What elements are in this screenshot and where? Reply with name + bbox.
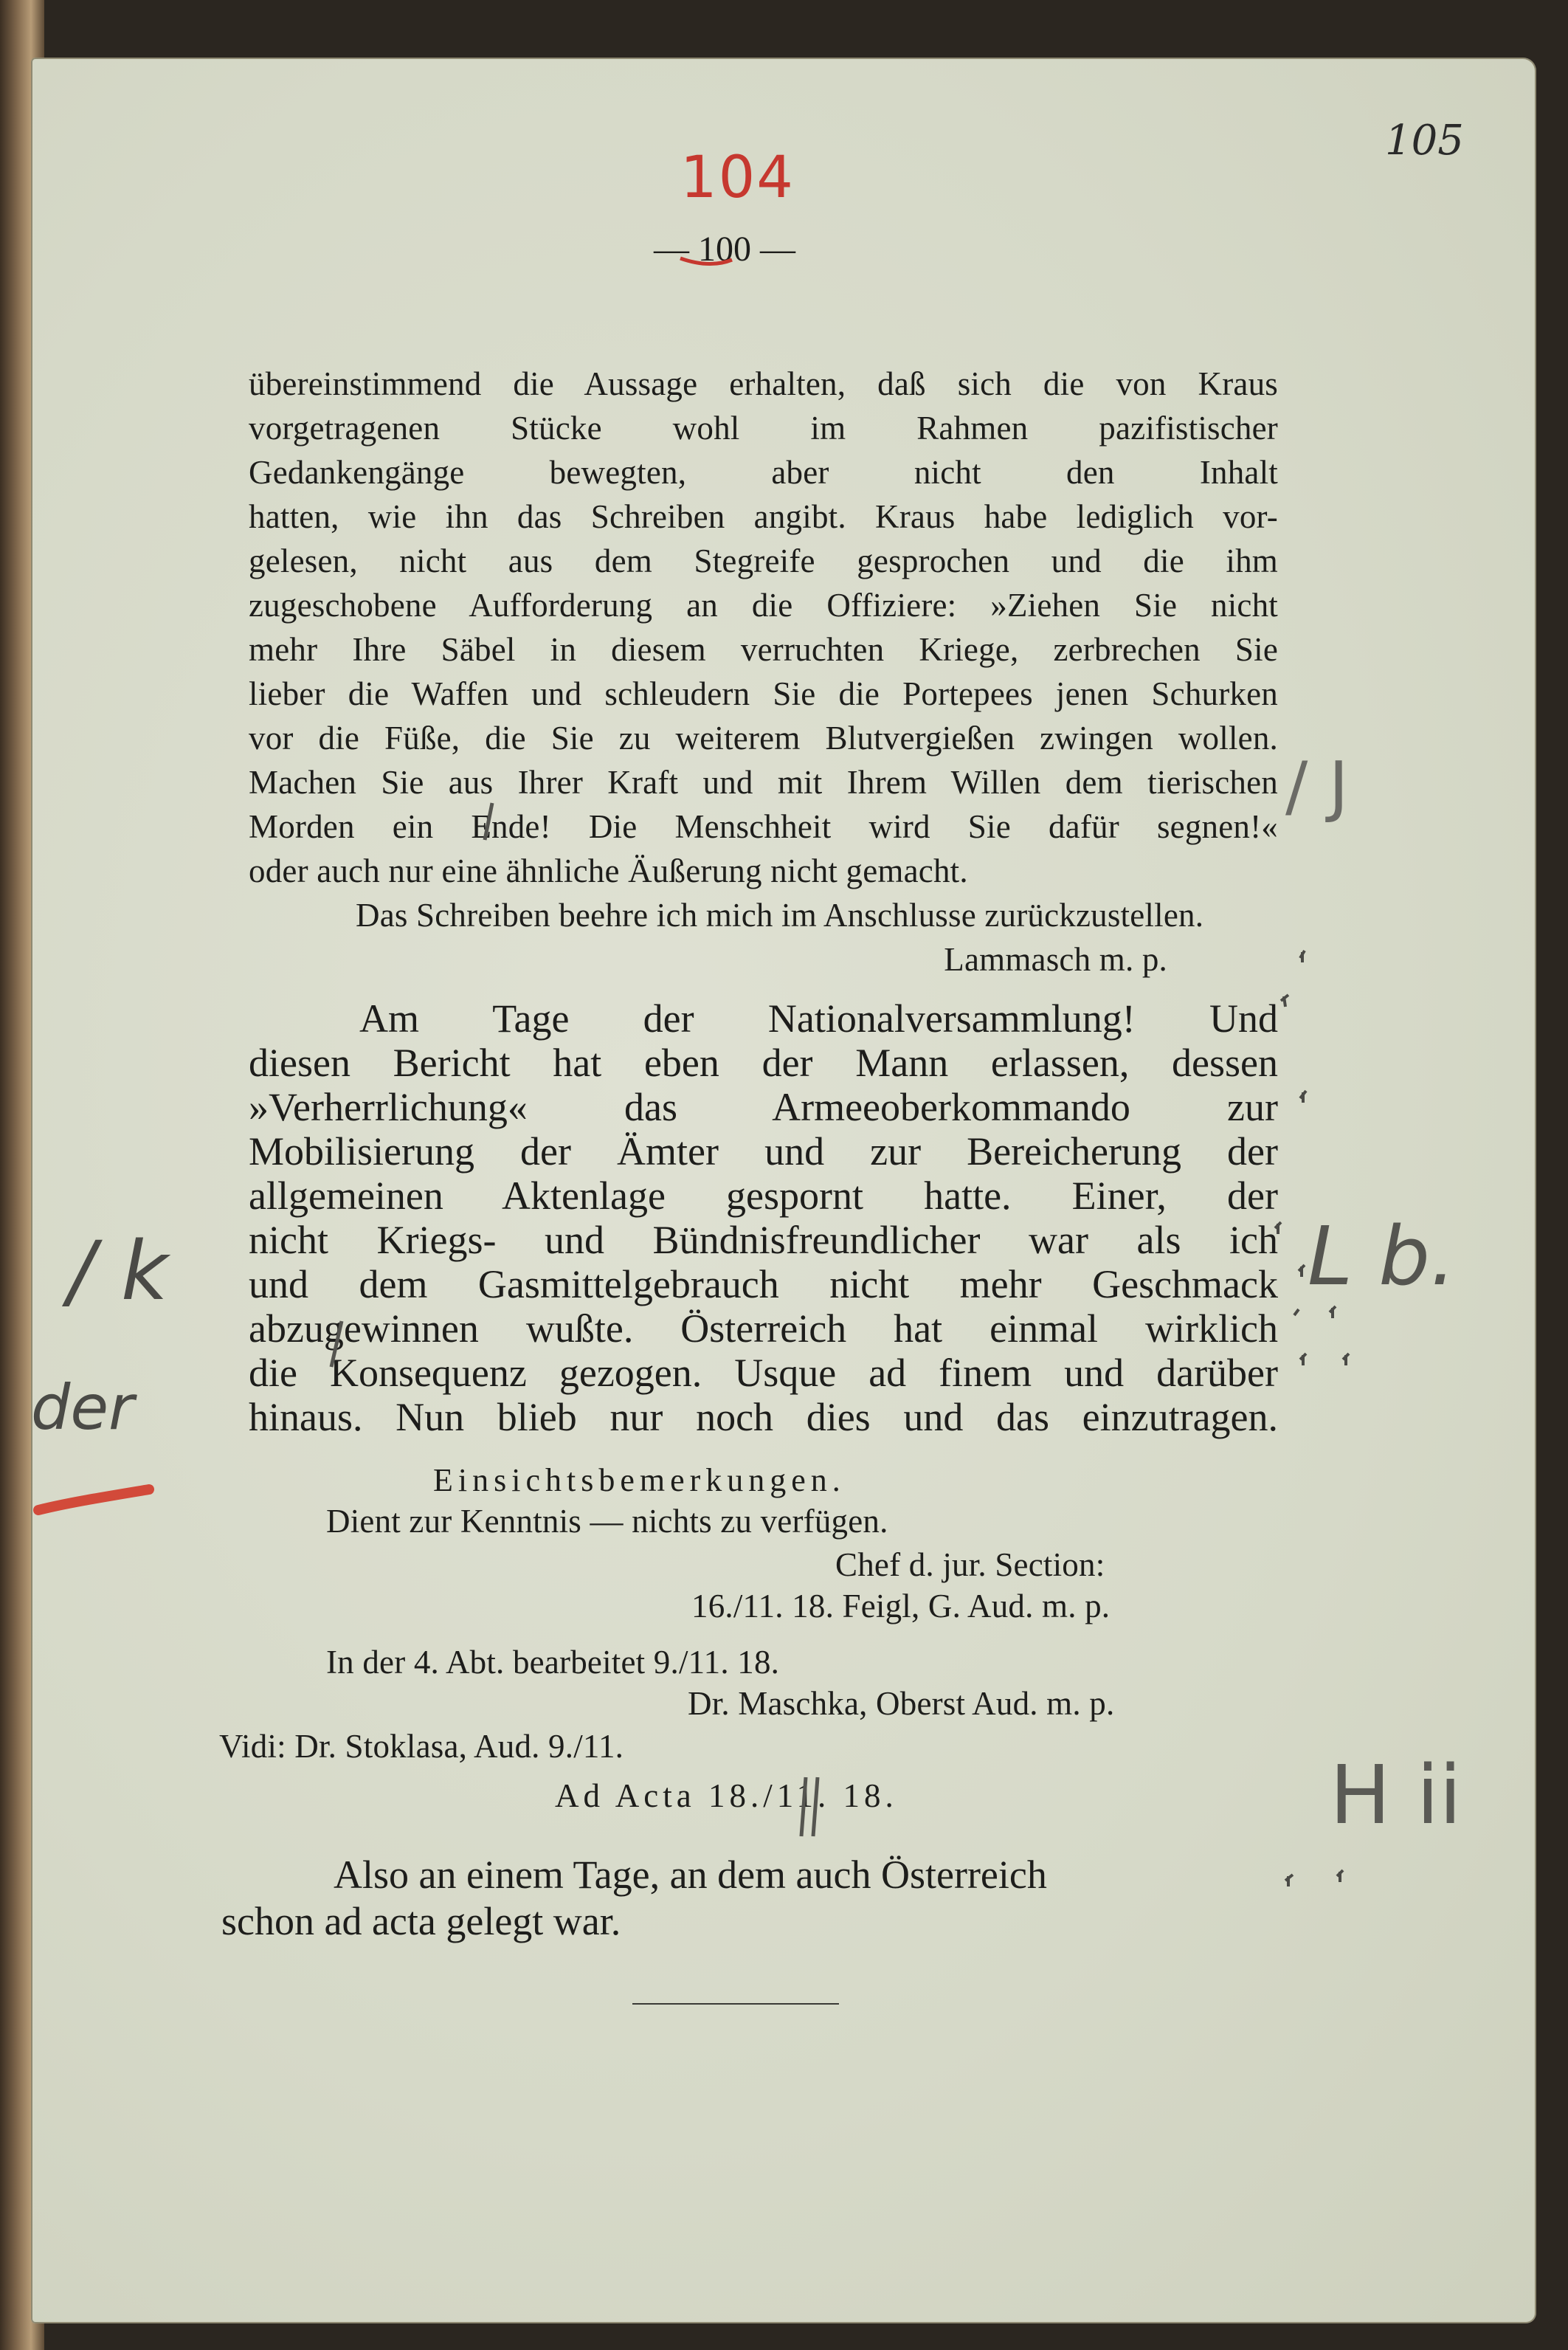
red-crayon-mark — [31, 1481, 156, 1525]
remarks-heading: Einsichtsbemerkungen. — [433, 1462, 846, 1498]
remarks-line: Chef d. jur. Section: — [835, 1546, 1105, 1583]
text-line: die Konsequenz gezogen. Usque ad finem und darüber — [249, 1351, 1278, 1395]
text-line: übereinstimmend die Aussage erhalten, daß sich die von Kraus — [249, 365, 1278, 402]
text-line: nicht Kriegs- und Bündnisfreundlicher war als ich — [249, 1218, 1278, 1262]
text-line: Am Tage der Nationalversammlung! Und — [359, 996, 1278, 1041]
text-line: hatten, wie ihn das Schreiben angibt. Kraus habe lediglich vor- — [249, 498, 1278, 535]
signature: Lammasch m. p. — [944, 941, 1167, 978]
end-rule — [632, 2003, 839, 2005]
text-line: und dem Gasmittelgebrauch nicht mehr Geschmack — [249, 1262, 1278, 1306]
margin-note-right: L b. — [1308, 1209, 1457, 1303]
remarks-line: Dient zur Kenntnis — nichts zu verfügen. — [326, 1503, 888, 1540]
margin-note-left: / k — [68, 1224, 168, 1318]
margin-note-left: der — [31, 1371, 134, 1444]
text-line: Machen Sie aus Ihrer Kraft und mit Ihrem Willen dem tierischen — [249, 764, 1278, 801]
final-line: Also an einem Tage, an dem auch Österreich — [334, 1853, 1047, 1897]
text-line: Gedankengänge bewegten, aber nicht den Inhalt — [249, 454, 1278, 491]
margin-note-right: H ii — [1330, 1748, 1462, 1842]
page-number: — 100 — — [654, 230, 795, 269]
text-line: abzugewinnen wußte. Österreich hat einmal wirklich — [249, 1306, 1278, 1351]
text-line: Morden ein Ende! Die Menschheit wird Sie dafür segnen!« — [249, 808, 1278, 845]
folio-number: 105 — [1385, 117, 1464, 165]
pencil-strokes — [31, 58, 1536, 1903]
final-line: schon ad acta gelegt war. — [221, 1899, 621, 1943]
text-line: vor die Füße, die Sie zu weiterem Blutvergießen zwingen wollen. — [249, 720, 1278, 757]
book-page — [31, 58, 1536, 2323]
text-line: »Verherrlichung« das Armeeoberkommando zur — [249, 1085, 1278, 1129]
remarks-line: 16./11. 18. Feigl, G. Aud. m. p. — [691, 1588, 1111, 1624]
remarks-line: Dr. Maschka, Oberst Aud. m. p. — [688, 1685, 1115, 1722]
text-line: zugeschobene Aufforderung an die Offiziere: »Ziehen Sie nicht — [249, 587, 1278, 624]
text-line: oder auch nur eine ähnliche Äußerung nicht gemacht. — [249, 852, 968, 889]
closing-line: Das Schreiben beehre ich mich im Anschlusse zurückzustellen. — [356, 897, 1204, 934]
text-line: vorgetragenen Stücke wohl im Rahmen pazifistischer — [249, 410, 1278, 447]
remarks-line: In der 4. Abt. bearbeitet 9./11. 18. — [326, 1644, 780, 1681]
text-line: diesen Bericht hat eben der Mann erlassen, dessen — [249, 1041, 1278, 1085]
red-pencil-underline — [680, 258, 732, 264]
text-line: hinaus. Nun blieb nur noch dies und das einzutragen. — [249, 1395, 1278, 1439]
text-line: mehr Ihre Säbel in diesem verruchten Kriege, zerbrechen Sie — [249, 631, 1278, 668]
remarks-line: Vidi: Dr. Stoklasa, Aud. 9./11. — [219, 1728, 624, 1765]
margin-note-right: / J — [1285, 748, 1349, 825]
text-line: allgemeinen Aktenlage gespornt hatte. Einer, der — [249, 1174, 1278, 1218]
red-page-number: 104 — [680, 145, 795, 211]
text-line: lieber die Waffen und schleudern Sie die Portepees jenen Schurken — [249, 675, 1278, 712]
text-line: Mobilisierung der Ämter und zur Bereicherung der — [249, 1129, 1278, 1174]
remarks-line: Ad Acta 18./11. 18. — [555, 1777, 898, 1814]
text-line: gelesen, nicht aus dem Stegreife gesprochen und die ihm — [249, 542, 1278, 579]
